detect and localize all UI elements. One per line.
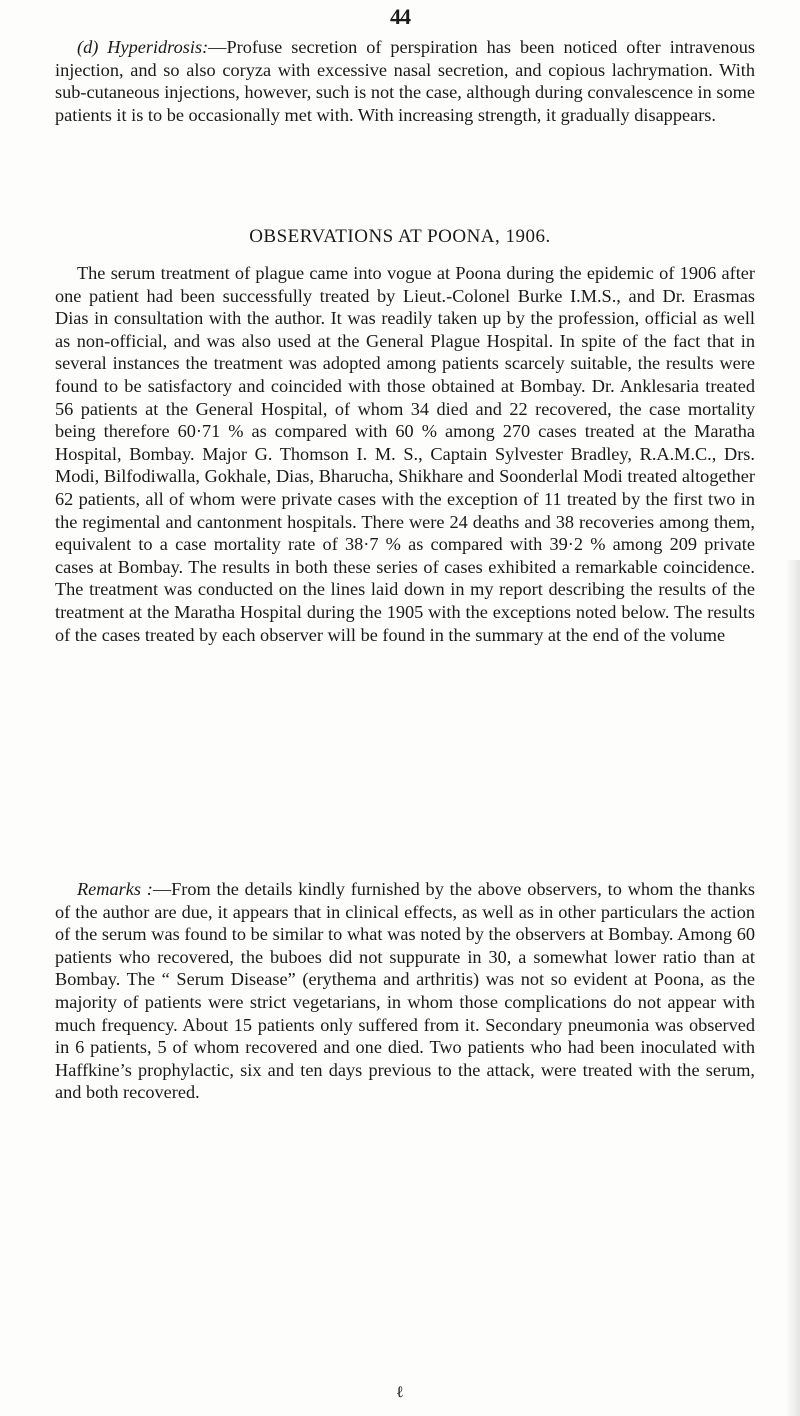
paragraph-text: —Profuse secretion of perspiration has been noticed ofter intravenous injection, and so also coryza with excessive nasal secretion, and copious lachrymation. With sub-cutaneous injections, however, such is not the case, although during convalescence in some patients it is to be occasionally met with. With increasing strength, it gradually disappears. [55,37,755,125]
paragraph-hyperidrosis [55,36,755,126]
section-heading: OBSERVATIONS AT POONA, 1906. [249,226,551,247]
page-number: 44 [390,4,410,29]
paragraph-observations [55,262,755,646]
page-edge-shadow [786,560,800,1416]
paragraph-text: —From the details kindly furnished by the above observers, to whom the thanks of the author are due, it appears that in clinical effects, as well as in other particulars the action of the serum was found to be similar to what was noted by the observers at Bombay. Among 60 patients who recovered, the buboes did not suppurate in 30, a somewhat lower ratio than at Bombay. The “ Serum Disease” (erythema and arthritis) was not so evident at Poona, as the majority of patients were strict vegetarians, in whom those complications do not appear with much frequency. About 15 patients only suffered from it. Secondary pneumonia was observed in 6 patients, 5 of whom recovered and one died. Two patients who had been inoculated with Haffkine’s prophylactic, six and ten days previous to the attack, were treated with the serum, and both recovered. [55,879,756,1103]
paragraph-label: (d) Hyperidrosis: [77,37,209,57]
footer-mark: ℓ [396,1384,404,1401]
paragraph-text: The serum treatment of plague came into vogue at Poona during the epidemic of 1906 after one patient had been successfully treated by Lieut.-Colonel Burke I.M.S., and Dr. Erasmas Dias in consultation with the author. It was readily taken up by the profession, official as well as non-official, and was also used at the General Plague Hospital. In spite of the fact that in several instances the treatment was adopted among patients scarcely suitable, the results were found to be satisfactory and coincided with those obtained at Bombay. Dr. Anklesaria treated 56 patients at the General Hospital, of whom 34 died and 22 recovered, the case mortality being therefore 60·71 % as compared with 60 % among 270 cases treated at the Maratha Hospital, Bombay. Major G. Thomson I. M. S., Captain Sylvester Bradley, R.A.M.C., Drs. Modi, Bilfodiwalla, Gokhale, Dias, Bharucha, Shikhare and Soonderlal Modi treated altogether 62 patients, all of whom were private cases with the exception of 11 treated by the first two in the regimental and cantonment hospitals. There were 24 deaths and 38 recoveries among them, equivalent to a case mortality rate of 38·7 % as compared with 39·2 % among 209 private cases at Bombay. The results in both these series of cases exhibited a remarkable coincidence. The treatment was conducted on the lines laid down in my report describing the results of the treatment at the Maratha Hospital during the 1905 with the exceptions noted below. The results of the cases treated by each observer will be found in the summary at the end of the volume [55,263,755,645]
paragraph-label: Remarks : [77,879,153,899]
paragraph-remarks [55,878,755,1104]
